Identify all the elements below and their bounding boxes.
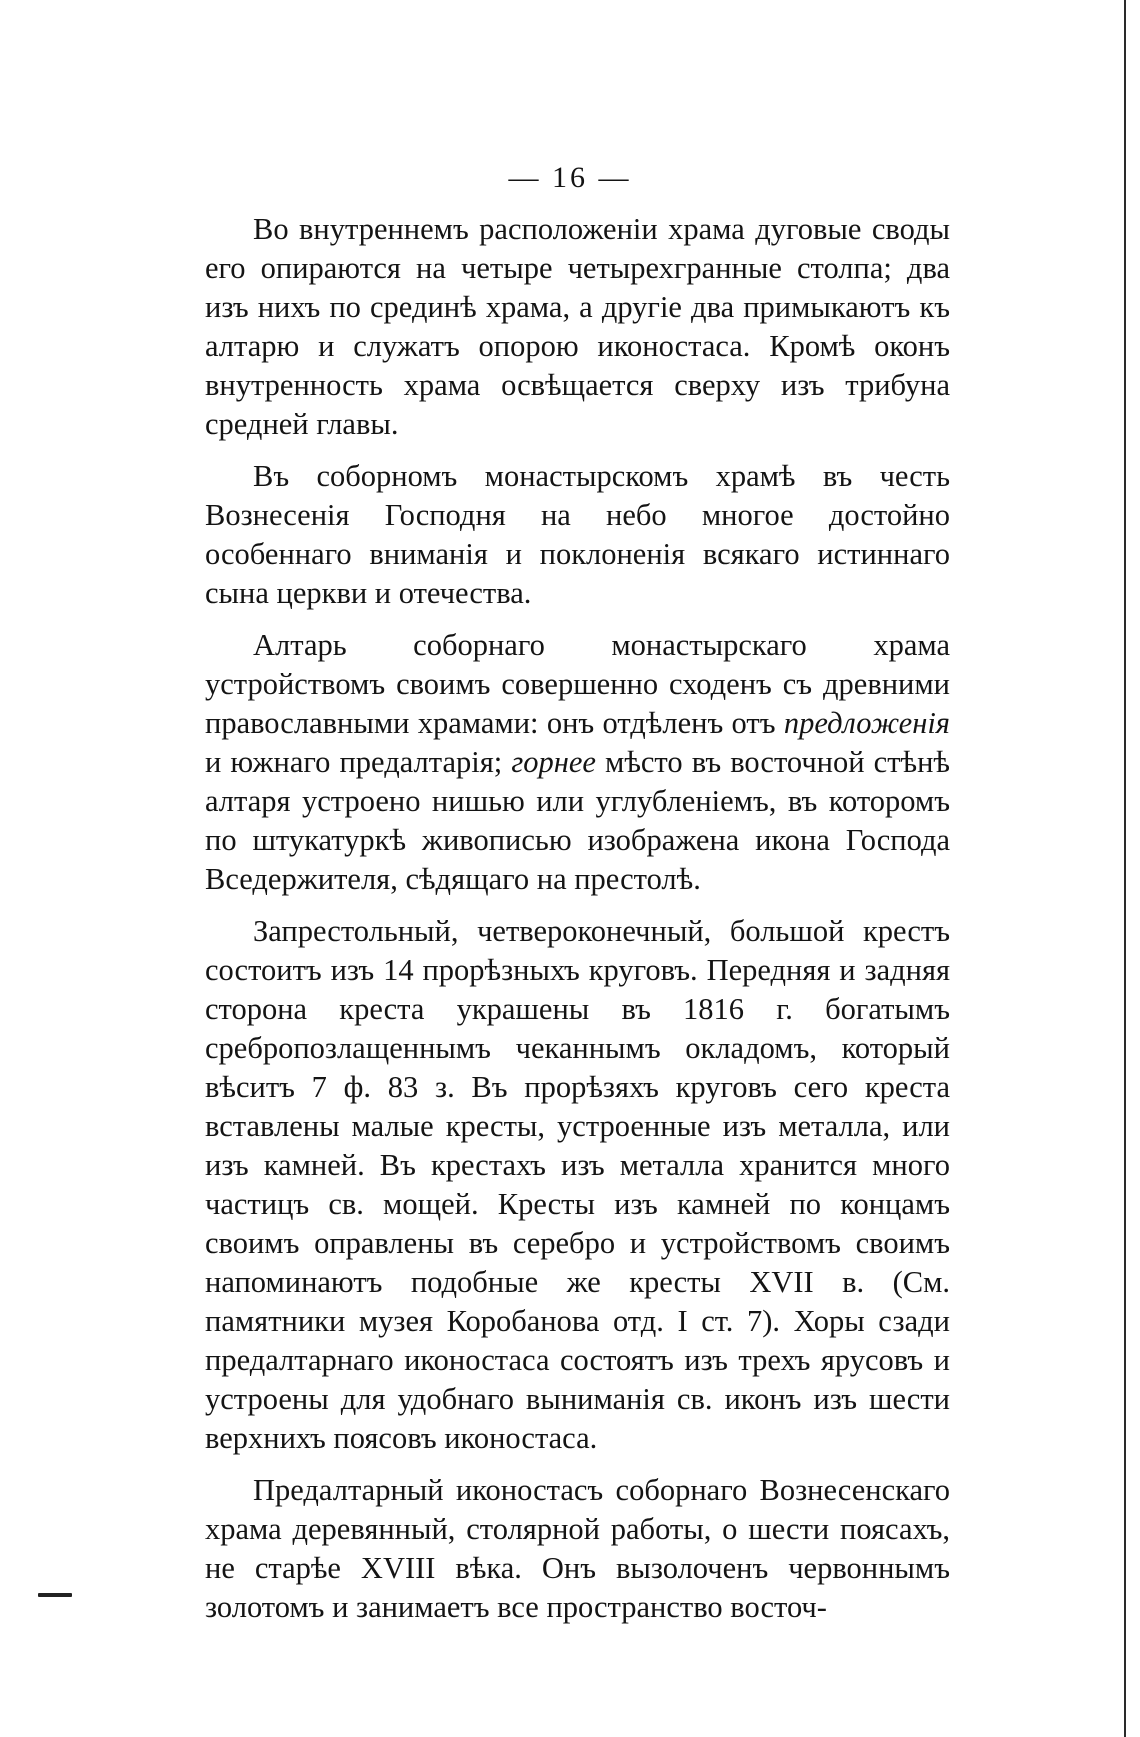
- paragraph-3-italic-gornee: горнее: [511, 745, 596, 779]
- paragraph-3: [205, 626, 950, 899]
- paragraph-3-part-3: мѣсто въ восточной стѣнѣ алтаря устроено нишью или углубленiемъ, въ которомъ по штукатуркѣ живописью изображена икона Господа Вседержителя, сѣдящаго на престолѣ.: [205, 745, 950, 896]
- paragraph-3-part-2: и южнаго предалтарiя;: [205, 745, 512, 779]
- page-number: — 16 —: [508, 161, 632, 194]
- scan-edge-line: [1124, 0, 1126, 1737]
- page-body-text: [205, 210, 950, 1627]
- paragraph-4: Запрестольный, четвероконечный, большой крестъ состоитъ изъ 14 прорѣзныхъ круговъ. Передняя и задняя сторона креста украшены въ 1816 г. богатымъ сребропозлащеннымъ чеканнымъ окладомъ, который вѣситъ 7 ф. 83 з. Въ прорѣзяхъ круговъ сего креста вставлены малые кресты, устроенные изъ металла, или изъ камней. Въ крестахъ изъ металла хранится много частицъ св. мощей. Кресты изъ камней по концамъ своимъ оправлены въ серебро и устройствомъ своимъ напоминаютъ подобные же кресты XVII в. (См. памятники музея Коробанова отд. I ст. 7). Хоры сзади предалтарнаго иконостаса состоятъ изъ трехъ ярусовъ и устроены для удобнаго выниманiя св. иконъ изъ шести верхнихъ поясовъ иконостаса.: [205, 914, 950, 1455]
- paragraph-3-italic-predlozhenie: предложенiя: [783, 706, 950, 740]
- paragraph-3-part-1: Алтарь соборнаго монастырскаго храма устройствомъ своимъ совершенно сходенъ съ древними православными храмами: онъ отдѣленъ отъ: [205, 628, 950, 740]
- paragraph-1: Во внутреннемъ расположенiи храма дуговые своды его опираются на четыре четырехгранные столпа; два изъ нихъ по срединѣ храма, а другiе два примыкаютъ къ алтарю и служатъ опорою иконостаса. Кромѣ оконъ внутренность храма освѣщается сверху изъ трибуна средней главы.: [205, 212, 950, 441]
- scan-artifact-dash: [38, 1593, 72, 1597]
- paragraph-5: Предалтарный иконостасъ соборнаго Вознесенскаго храма деревянный, столярной работы, о шести поясахъ, не старѣе XVIII вѣка. Онъ вызолоченъ червоннымъ золотомъ и занимаетъ все пространство восточ-: [205, 1473, 950, 1624]
- paragraph-2: Въ соборномъ монастырскомъ храмѣ въ честь Вознесенiя Господня на небо многое достойно особеннаго вниманiя и поклоненiя всякаго истиннаго сына церкви и отечества.: [205, 459, 950, 610]
